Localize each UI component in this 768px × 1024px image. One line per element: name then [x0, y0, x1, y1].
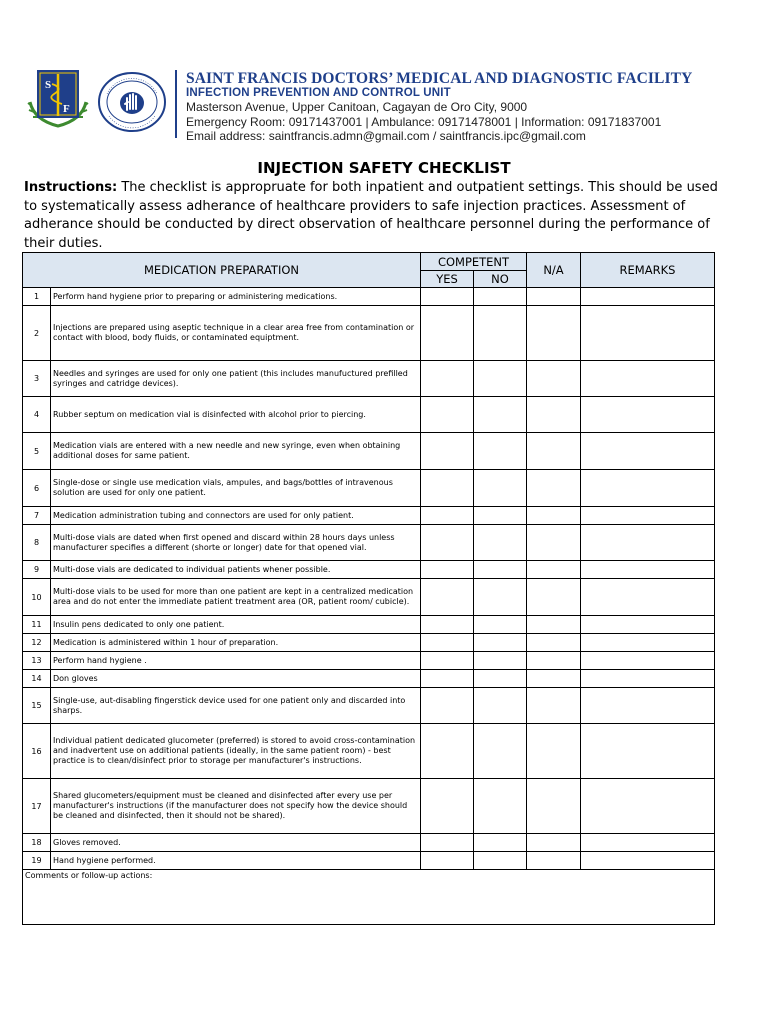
row-number: 12 [23, 634, 51, 652]
row-number: 17 [23, 779, 51, 834]
remarks-cell[interactable] [581, 724, 715, 779]
yes-cell[interactable] [421, 306, 474, 361]
na-cell[interactable] [527, 724, 581, 779]
na-cell[interactable] [527, 688, 581, 724]
remarks-cell[interactable] [581, 433, 715, 470]
remarks-cell[interactable] [581, 525, 715, 561]
remarks-cell[interactable] [581, 852, 715, 870]
table-row [23, 470, 715, 507]
no-header: NO [474, 271, 527, 288]
table-row [23, 834, 715, 852]
table-row [23, 579, 715, 616]
yes-cell[interactable] [421, 779, 474, 834]
no-cell[interactable] [474, 288, 527, 306]
row-text: Rubber septum on medication vial is disinfected with alcohol prior to piercing. [51, 397, 421, 433]
yes-cell[interactable] [421, 579, 474, 616]
yes-header: YES [421, 271, 474, 288]
row-number: 18 [23, 834, 51, 852]
row-text: Injections are prepared using aseptic technique in a clear area free from contamination or contact with blood, body fluids, or contaminated equiptment. [51, 306, 421, 361]
row-text: Perform hand hygiene . [51, 652, 421, 670]
row-text: Shared glucometers/equipment must be cleaned and disinfected after every use per manufacturer's instructions (if the manufacturer does not specify how the device should be cleaned and disinfected, then it should not be shared). [51, 779, 421, 834]
yes-cell[interactable] [421, 834, 474, 852]
remarks-cell[interactable] [581, 670, 715, 688]
yes-cell[interactable] [421, 397, 474, 433]
no-cell[interactable] [474, 397, 527, 433]
row-text: Medication administration tubing and connectors are used for only patient. [51, 507, 421, 525]
yes-cell[interactable] [421, 852, 474, 870]
row-number: 15 [23, 688, 51, 724]
remarks-cell[interactable] [581, 616, 715, 634]
yes-cell[interactable] [421, 507, 474, 525]
remarks-cell[interactable] [581, 561, 715, 579]
yes-cell[interactable] [421, 616, 474, 634]
comments-row [23, 870, 715, 925]
no-cell[interactable] [474, 688, 527, 724]
table-row [23, 507, 715, 525]
row-number: 6 [23, 470, 51, 507]
na-cell[interactable] [527, 433, 581, 470]
row-text: Multi-dose vials are dedicated to individual patients whener possible. [51, 561, 421, 579]
no-cell[interactable] [474, 634, 527, 652]
na-cell[interactable] [527, 634, 581, 652]
facility-logo [24, 66, 92, 130]
instructions-text: The checklist is appropruate for both inpatient and outpatient settings. This should be used to systematically assess adherance of healthcare providers to safe injection practices. Assessment of adherance should be conducted by direct observation of healthcare personnel during the performance of their duties. [24, 180, 718, 251]
remarks-cell[interactable] [581, 579, 715, 616]
org-name: SAINT FRANCIS DOCTORS’ MEDICAL AND DIAGNOSTIC FACILITY [186, 70, 693, 87]
na-header: N/A [527, 253, 581, 288]
table-row [23, 361, 715, 397]
no-cell[interactable] [474, 724, 527, 779]
comments-field[interactable]: Comments or follow-up actions: [23, 870, 715, 925]
na-cell[interactable] [527, 579, 581, 616]
row-number: 8 [23, 525, 51, 561]
table-row [23, 288, 715, 306]
na-cell[interactable] [527, 670, 581, 688]
row-text: Single-dose or single use medication vials, ampules, and bags/bottles of intravenous solution are used for only one patient. [51, 470, 421, 507]
yes-cell[interactable] [421, 634, 474, 652]
remarks-cell[interactable] [581, 361, 715, 397]
na-cell[interactable] [527, 616, 581, 634]
instructions-label: Instructions: [24, 180, 118, 195]
remarks-cell[interactable] [581, 779, 715, 834]
row-number: 16 [23, 724, 51, 779]
yes-cell[interactable] [421, 561, 474, 579]
email-addresses: Email address: saintfrancis.admn@gmail.com / saintfrancis.ipc@gmail.com [186, 129, 586, 144]
no-cell[interactable] [474, 507, 527, 525]
table-row [23, 561, 715, 579]
yes-cell[interactable] [421, 433, 474, 470]
table-row [23, 670, 715, 688]
na-cell[interactable] [527, 361, 581, 397]
instructions [24, 179, 724, 253]
phone-numbers: Emergency Room: 09171437001 | Ambulance: 09171478001 | Information: 09171837001 [186, 114, 662, 129]
remarks-cell[interactable] [581, 688, 715, 724]
yes-cell[interactable] [421, 525, 474, 561]
yes-cell[interactable] [421, 670, 474, 688]
svg-text:S: S [45, 79, 52, 91]
row-text: Needles and syringes are used for only one patient (this includes manufuctured prefilled syringes and catridge devices). [51, 361, 421, 397]
table-row [23, 433, 715, 470]
no-cell[interactable] [474, 779, 527, 834]
no-cell[interactable] [474, 670, 527, 688]
no-cell[interactable] [474, 834, 527, 852]
page-title: INJECTION SAFETY CHECKLIST [257, 159, 511, 177]
facility-header [186, 70, 746, 144]
remarks-cell[interactable] [581, 834, 715, 852]
yes-cell[interactable] [421, 288, 474, 306]
no-cell[interactable] [474, 652, 527, 670]
na-cell[interactable] [527, 306, 581, 361]
row-text: Individual patient dedicated glucometer (preferred) is stored to avoid cross-contamination and inadvertent use on additional patients (ideally, in the same patient room) - best practice is to clean/disinfect prior to storage per manufacturer's instructions. [51, 724, 421, 779]
table-row [23, 397, 715, 433]
remarks-cell[interactable] [581, 470, 715, 507]
remarks-cell[interactable] [581, 652, 715, 670]
row-text: Multi-dose vials are dated when first opened and discard within 28 hours days unless manufacturer specifies a different (shorte or longer) date for that opened vial. [51, 525, 421, 561]
no-cell[interactable] [474, 852, 527, 870]
remarks-cell[interactable] [581, 288, 715, 306]
no-cell[interactable] [474, 616, 527, 634]
remarks-cell[interactable] [581, 634, 715, 652]
address: Masterson Avenue, Upper Canitoan, Cagayan de Oro City, 9000 [186, 100, 528, 114]
na-cell[interactable] [527, 507, 581, 525]
yes-cell[interactable] [421, 361, 474, 397]
section-header: MEDICATION PREPARATION [23, 253, 421, 288]
no-cell[interactable] [474, 579, 527, 616]
yes-cell[interactable] [421, 724, 474, 779]
table-row [23, 525, 715, 561]
yes-cell[interactable] [421, 652, 474, 670]
na-cell[interactable] [527, 652, 581, 670]
table-row [23, 852, 715, 870]
na-cell[interactable] [527, 834, 581, 852]
row-text: Gloves removed. [51, 834, 421, 852]
na-cell[interactable] [527, 470, 581, 507]
row-number: 3 [23, 361, 51, 397]
no-cell[interactable] [474, 361, 527, 397]
na-cell[interactable] [527, 852, 581, 870]
table-row [23, 616, 715, 634]
row-text: Insulin pens dedicated to only one patient. [51, 616, 421, 634]
competent-header: COMPETENT [421, 253, 527, 271]
table-row [23, 306, 715, 361]
yes-cell[interactable] [421, 688, 474, 724]
header-divider [175, 70, 177, 138]
row-number: 19 [23, 852, 51, 870]
row-text: Medication is administered within 1 hour of preparation. [51, 634, 421, 652]
remarks-header: REMARKS [581, 253, 715, 288]
no-cell[interactable] [474, 470, 527, 507]
row-number: 2 [23, 306, 51, 361]
row-number: 9 [23, 561, 51, 579]
table-row [23, 724, 715, 779]
na-cell[interactable] [527, 525, 581, 561]
row-text: Single-use, aut-disabling fingerstick device used for one patient only and discarded into sharps. [51, 688, 421, 724]
row-number: 10 [23, 579, 51, 616]
table-row [23, 634, 715, 652]
no-cell[interactable] [474, 306, 527, 361]
row-text: Multi-dose vials to be used for more than one patient are kept in a centralized medication area and do not enter the immediate patient treatment area (OR, patient room/ cubicle). [51, 579, 421, 616]
row-number: 14 [23, 670, 51, 688]
no-cell[interactable] [474, 561, 527, 579]
na-cell[interactable] [527, 288, 581, 306]
no-cell[interactable] [474, 433, 527, 470]
row-number: 5 [23, 433, 51, 470]
yes-cell[interactable] [421, 470, 474, 507]
remarks-cell[interactable] [581, 507, 715, 525]
remarks-cell[interactable] [581, 397, 715, 433]
row-number: 4 [23, 397, 51, 433]
row-text: Perform hand hygiene prior to preparing or administering medications. [51, 288, 421, 306]
row-number: 11 [23, 616, 51, 634]
na-cell[interactable] [527, 561, 581, 579]
table-row [23, 779, 715, 834]
table-row [23, 688, 715, 724]
ipc-logo [97, 72, 167, 132]
table-row [23, 652, 715, 670]
row-text: Medication vials are entered with a new needle and new syringe, even when obtaining additional doses for same patient. [51, 433, 421, 470]
row-text: Hand hygiene performed. [51, 852, 421, 870]
row-number: 7 [23, 507, 51, 525]
row-number: 13 [23, 652, 51, 670]
svg-text:F: F [63, 103, 70, 115]
row-number: 1 [23, 288, 51, 306]
remarks-cell[interactable] [581, 306, 715, 361]
row-text: Don gloves [51, 670, 421, 688]
na-cell[interactable] [527, 397, 581, 433]
checklist-table [22, 252, 715, 925]
no-cell[interactable] [474, 525, 527, 561]
na-cell[interactable] [527, 779, 581, 834]
unit-name: INFECTION PREVENTION AND CONTROL UNIT [186, 87, 451, 99]
